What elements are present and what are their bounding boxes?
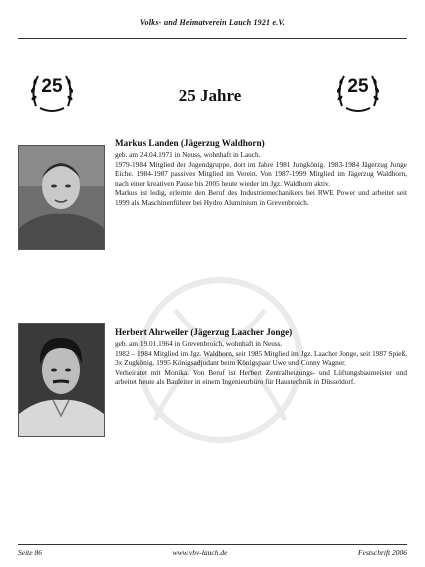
jubilee-badge-right <box>332 68 384 116</box>
jubilee-badge-left <box>26 68 78 116</box>
header-divider <box>18 38 407 39</box>
page-footer <box>18 548 407 557</box>
badge-number: 25 <box>347 76 369 97</box>
header-title: Volks- und Heimatverein Lauch 1921 e.V. <box>139 18 286 27</box>
member-name: Markus Landen (Jägerzug Waldhorn) <box>115 138 265 148</box>
page-title: 25 Jahre <box>178 86 242 105</box>
member-name: Herbert Ahrweiler (Jägerzug Laacher Jonge) <box>115 327 293 337</box>
member-entry <box>115 326 407 387</box>
member-history: 1982 – 1984 Mitglied im Jgz. Waldhorn, seit 1985 Mitglied im Jgz. Laacher Jonge, seit 1987 Spieß, 3x Zugkönig. 1995 Königsadjudant beim Königspaar Uwe und Conny Wagner. <box>115 348 407 368</box>
member-birth: geb. am 19.01.1964 in Grevenbroich, wohnhaft in Neuss. <box>115 339 283 348</box>
website-link[interactable]: www.vhv-lauch.de <box>172 548 228 557</box>
page-number: Seite 86 <box>18 548 42 557</box>
portrait-photo <box>18 145 105 250</box>
member-career: Markus ist ledig, erlernte den Beruf des Industriemechanikers bei RWE Power und arbeitet seit 1999 als Maschinenführer bei Hydro Aluminium in Grevenbroich. <box>115 188 407 207</box>
member-entry <box>115 137 407 208</box>
portrait-markus-landen <box>19 146 104 249</box>
portrait-herbert-ahrweiler <box>19 324 104 436</box>
member-career: Verheiratet mit Monika. Von Beruf ist Herbert Zentralheizungs- und Lüftungsbaumeister und arbeitet heute als Bauleiter in einem Ingenieurbüro für Haustechnik in Düsseldorf. <box>115 367 407 387</box>
footer-divider <box>18 544 407 545</box>
member-history: 1979-1984 Mitglied der Jugendgruppe, dort im Jahre 1981 Jungkönig. 1983-1984 Jägerzug Junge Eiche. 1984-1987 passives Mitglied im Verein. Von 1987-1999 Mitglied im Jägerzug Waldhorn, nach einer kreativen Pause bis 2005 heute wieder im Jgz. Waldhorn aktiv. <box>115 159 407 188</box>
member-birth: geb. am 24.04.1971 in Neuss, wohnhaft in Lauch. <box>115 150 261 159</box>
badge-number: 25 <box>41 76 63 97</box>
publication-name: Festschrift 2006 <box>358 548 407 557</box>
portrait-photo <box>18 323 105 437</box>
